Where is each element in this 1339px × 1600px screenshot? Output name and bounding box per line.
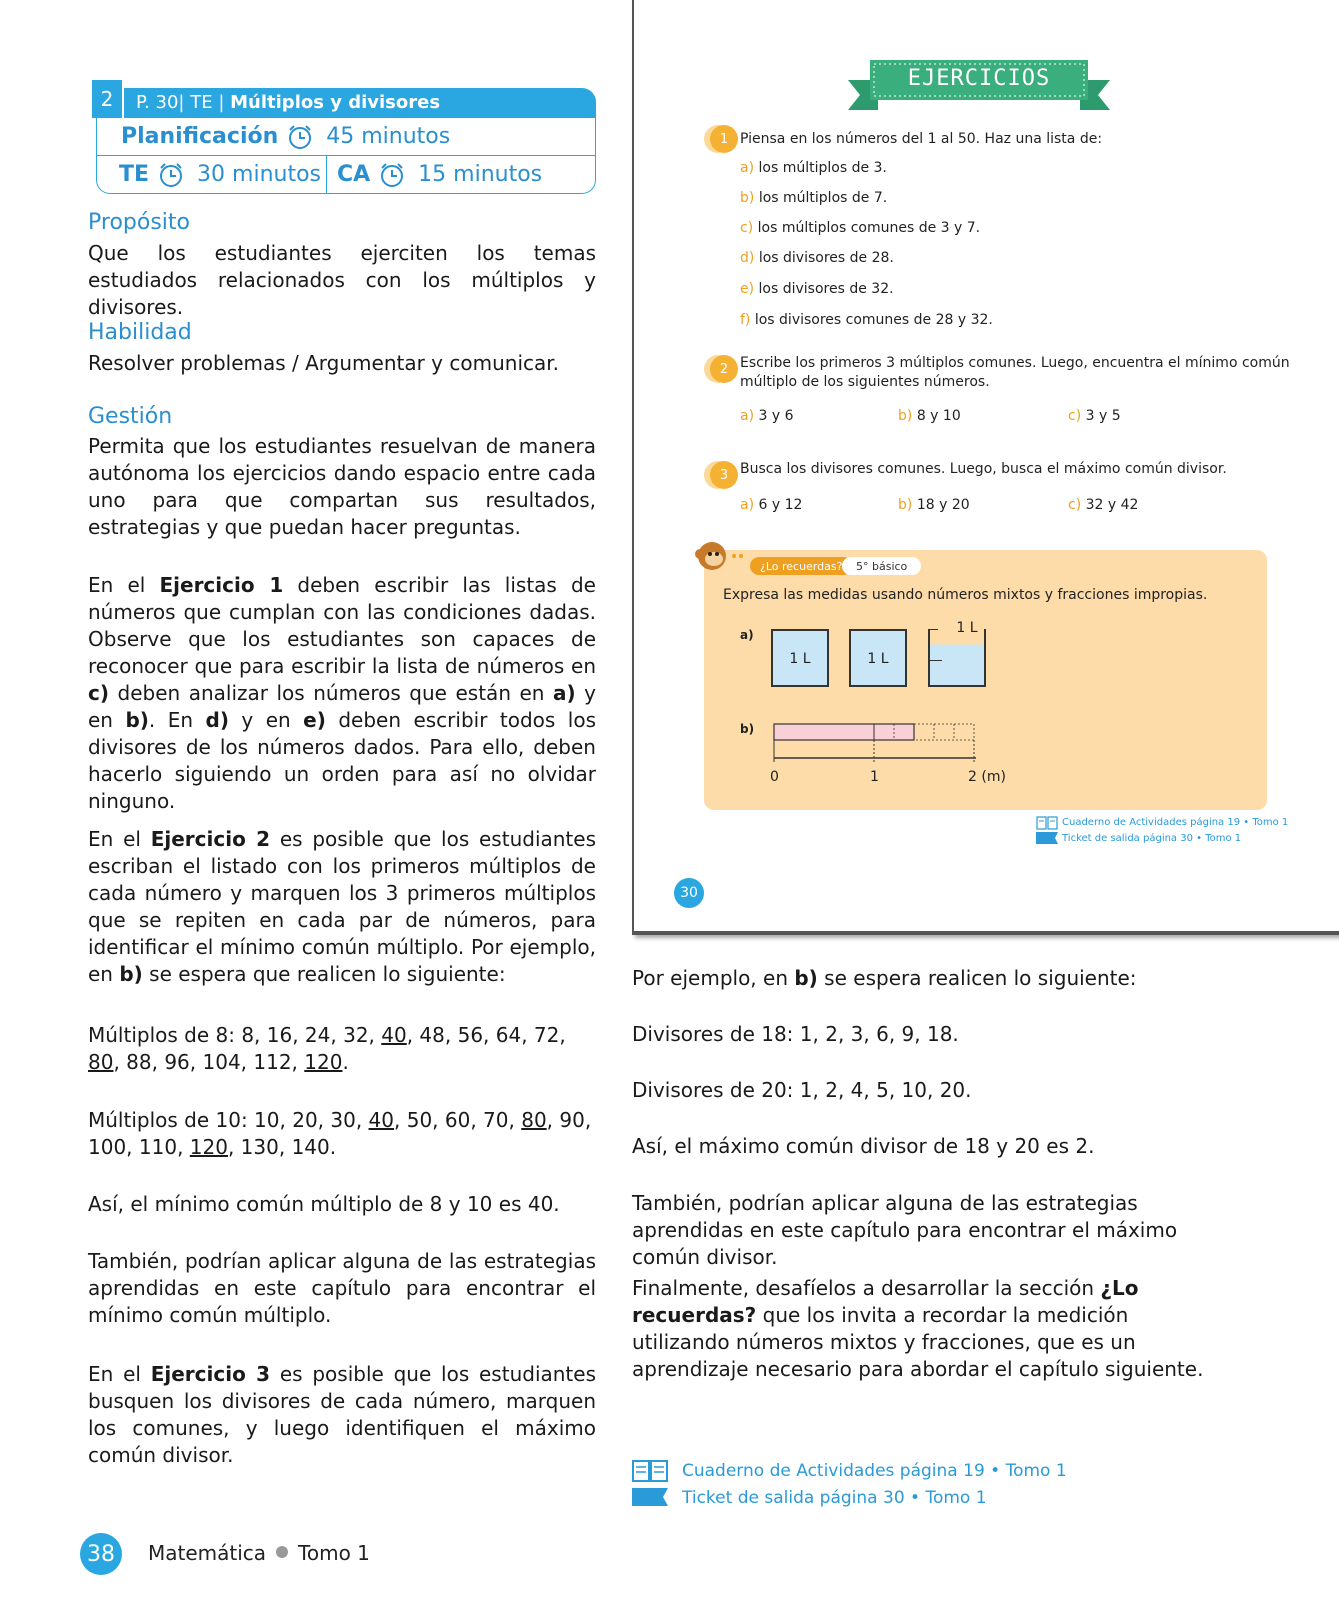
textbook-page-number: 30 [674, 878, 704, 908]
alarm-clock-icon [157, 161, 185, 189]
multiplos-8: Múltiplos de 8: 8, 16, 24, 32, 40, 48, 56, 64, 72, 80, 88, 96, 104, 112, 120. [88, 1023, 566, 1074]
lesson-header [96, 88, 596, 194]
ticket-link: Ticket de salida página 30 • Tomo 1 [682, 1488, 987, 1508]
recuerdas-prompt: Expresa las medidas usando números mixtos y fracciones impropias. [723, 587, 1208, 603]
divisores-20: Divisores de 20: 1, 2, 4, 5, 10, 20. [632, 1078, 972, 1102]
ca-time-cell: CA 15 minutos [337, 162, 543, 187]
tick-label: 2 (m) [968, 769, 1006, 785]
textbook-page [632, 0, 1339, 935]
jar-top-label: 1 L [956, 620, 978, 636]
gestion-text: Permita que los estudiantes resuelvan de manera autónoma los ejercicios dando espacio entre cada uno para que compartan sus resultados, estrategias y que puedan hacer preguntas. [88, 434, 596, 539]
mcm-result: Así, el mínimo común múltiplo de 8 y 10 es 40. [88, 1192, 560, 1216]
exercise-1-item: b) los múltiplos de 7. [740, 190, 888, 206]
planificacion-time: 45 minutos [326, 124, 451, 149]
liter-jar-partial [928, 629, 986, 687]
mcm-estrategias: También, podrían aplicar alguna de las estrategias aprendidas en este capítulo para encontrar el mínimo común múltiplo. [88, 1249, 596, 1327]
exercise-3-item: b) 18 y 20 [898, 497, 970, 513]
lo-recuerdas-tag: ¿Lo recuerdas? [750, 557, 852, 575]
monkey-icon [694, 538, 746, 574]
gestion-title: Gestión [88, 404, 173, 429]
book-icon [1036, 816, 1058, 830]
proposito-text: Que los estudiantes ejerciten los temas estudiados relacionados con los múltiplos y divisores. [88, 241, 596, 319]
ticket-icon [632, 1488, 668, 1506]
jar-label: 1 L [789, 651, 811, 667]
exercise-1-item: f) los divisores comunes de 28 y 32. [740, 312, 993, 328]
jar-label: 1 L [867, 651, 889, 667]
book-icon [632, 1460, 668, 1482]
recuerdas-a-label: a) [740, 628, 754, 642]
lesson-number: 2 [92, 80, 124, 118]
meter-bar-diagram [764, 722, 984, 766]
exercise-2-prompt: múltiplo de los siguientes números. [740, 374, 990, 390]
exercise-3-item: c) 32 y 42 [1068, 497, 1139, 513]
exercise-1-prompt: Piensa en los números del 1 al 50. Haz una lista de: [740, 131, 1103, 147]
multiplos-10: Múltiplos de 10: 10, 20, 30, 40, 50, 60, 70, 80, 90, 100, 110, 120, 130, 140. [88, 1108, 592, 1159]
tick-label: 0 [770, 769, 779, 785]
exercise-1-item: e) los divisores de 32. [740, 281, 894, 297]
ejercicio2-paragraph: En el Ejercicio 2 es posible que los estudiantes escriban el listado con los primeros múltiplos de cada número y marquen los 3 primeros múltiplos que se repiten en cada par de números, para identificar el mínimo común múltiplo. Por ejemplo, en b) se espera que realicen lo siguiente: [88, 827, 596, 986]
cuaderno-link: Cuaderno de Actividades página 19 • Tomo 1 [682, 1461, 1067, 1481]
exercise-1-item: c) los múltiplos comunes de 3 y 7. [740, 220, 981, 236]
footer-text: Matemática Tomo 1 [148, 1541, 370, 1565]
mcd-estrategias: También, podrían aplicar alguna de las estrategias aprendidas en este capítulo para encontrar el máximo común divisor. [632, 1191, 1178, 1269]
exercise-3-prompt: Busca los divisores comunes. Luego, busca el máximo común divisor. [740, 461, 1227, 477]
ejercicios-title: EJERCICIOS [907, 66, 1051, 91]
ticket-icon [1036, 832, 1058, 844]
ejercicio1-paragraph: En el Ejercicio 1 deben escribir las listas de números que cumplan con las condiciones dadas. Observe que los estudiantes son capaces de reconocer que para escribir la lista de números en c) deben analizar los números que están en a) y en b). En d) y en e) deben escribir todos los divisores de los números dados. Para ello, deben hacerlo siguiendo un orden para así no olvidar ninguno. [88, 573, 596, 813]
exercise-2-prompt: Escribe los primeros 3 múltiplos comunes. Luego, encuentra el mínimo común [740, 355, 1290, 371]
cuaderno-ref: Cuaderno de Actividades página 19 • Tomo 1 [1062, 817, 1289, 828]
exercise-1-item: d) los divisores de 28. [740, 250, 894, 266]
ejercicio3-paragraph: En el Ejercicio 3 es posible que los estudiantes busquen los divisores de cada número, marquen los comunes, y luego identifiquen el máximo común divisor. [88, 1362, 596, 1467]
header-bar [96, 88, 596, 118]
jar-mark [928, 629, 938, 630]
alarm-clock-icon [378, 161, 406, 189]
planificacion-label: Planificación [121, 124, 279, 149]
habilidad-text: Resolver problemas / Argumentar y comunicar. [88, 351, 559, 375]
lesson-title: P. 30| TE | Múltiplos y divisores [136, 92, 441, 113]
ticket-ref: Ticket de salida página 30 • Tomo 1 [1062, 833, 1242, 844]
exercise-3-item: a) 6 y 12 [740, 497, 803, 513]
exercise-2-badge: 2 [710, 355, 738, 383]
tick-label: 1 [870, 769, 879, 785]
alarm-clock-icon [286, 123, 314, 151]
exercise-2-item: b) 8 y 10 [898, 408, 961, 424]
footer-dot [276, 1546, 288, 1558]
exercise-1-badge: 1 [710, 125, 738, 153]
exercise-2-item: c) 3 y 5 [1068, 408, 1121, 424]
exercise-3-badge: 3 [710, 461, 738, 489]
grade-tag: 5° básico [842, 557, 921, 575]
jar-mark [928, 660, 942, 661]
exercise-2-item: a) 3 y 6 [740, 408, 794, 424]
time-split-row [96, 156, 596, 194]
mcd-result: Así, el máximo común divisor de 18 y 20 es 2. [632, 1134, 1095, 1158]
recuerdas-b-label: b) [740, 722, 755, 736]
exercise-1-item: a) los múltiplos de 3. [740, 160, 887, 176]
planificacion-row [96, 118, 596, 156]
te-time-cell: TE 30 minutos [97, 156, 327, 193]
divisores-18: Divisores de 18: 1, 2, 3, 6, 9, 18. [632, 1022, 959, 1046]
page-number: 38 [80, 1533, 122, 1575]
proposito-title: Propósito [88, 210, 190, 235]
habilidad-title: Habilidad [88, 320, 192, 345]
final-paragraph: Finalmente, desafíelos a desarrollar la sección ¿Lo recuerdas? que los invita a recordar la medición utilizando números mixtos y fracciones, que es un aprendizaje necesario para abordar el capítulo siguiente. [632, 1276, 1204, 1381]
ejemplo-b: Por ejemplo, en b) se espera realicen lo siguiente: [632, 966, 1137, 990]
